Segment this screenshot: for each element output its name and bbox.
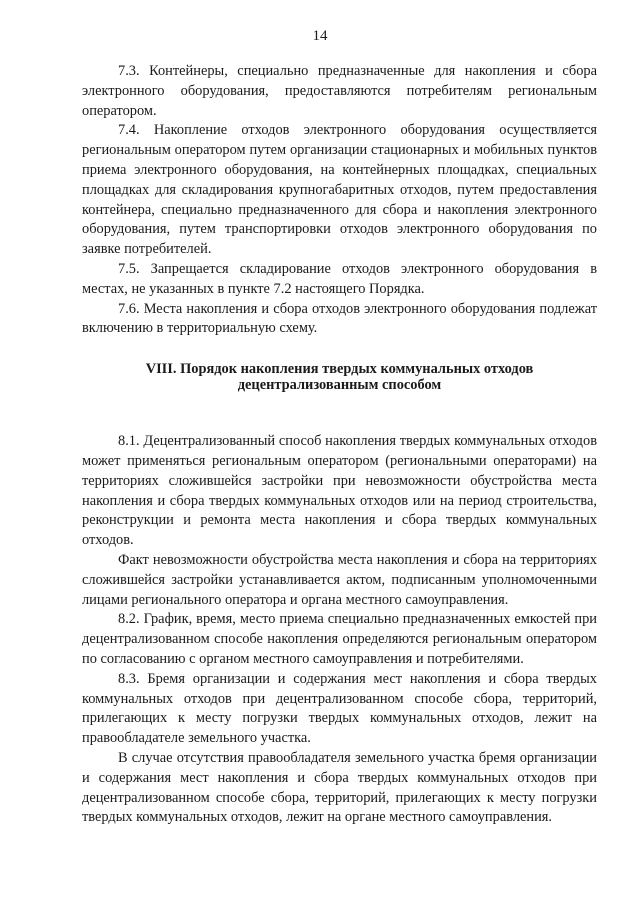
paragraph-8-2: 8.2. График, время, место приема специально предназначенных емкостей при децентрализованном способе накопления определяются региональным оператором по согласованию с органом местного самоуправления и потребителями. [82,611,597,667]
paragraph-8-1-fact: Факт невозможности обустройства места накопления и сбора на территориях сложившейся застройки устанавливается актом, подписанным уполномоченными лицами регионального оператора и органа местного самоуправления. [82,551,597,608]
paragraph-8-1: 8.1. Децентрализованный способ накопления твердых коммунальных отходов может применяться региональным оператором (региональными операторами) на территориях сложившейся застройки при невозможности обустройства места накопления и сбора твердых коммунальных отходов или на период строительства, реконструкции и ремонта места накопления и сбора твердых коммунальных отходов. [82,433,597,549]
paragraph-7-4: 7.4. Накопление отходов электронного оборудования осуществляется региональным оператором путем организации стационарных и мобильных пунктов приема электронного оборудования, на контейнерных площадках, специальных площадках для складирования крупногабаритных отходов, путем предоставления контейнера, специально предназначенного для сбора и накопления электронного оборудования, путем транспортировки отходов электронного оборудования по заявке потребителей. [82,122,597,258]
paragraph-7-6: 7.6. Места накопления и сбора отходов электронного оборудования подлежат включению в территориальную схему. [82,300,597,337]
section-heading-line-1: VIII. Порядок накопления твердых коммунальных отходов [145,361,534,378]
paragraph-8-3-absence: В случае отсутствия правообладателя земельного участка бремя организации и содержания мест накопления и сбора твердых коммунальных отходов при децентрализованном способе сбора, территорий, прилегающих к месту погрузки твердых коммунальных отходов, лежит на органе местного самоуправления. [82,749,597,826]
paragraph-7-5: 7.5. Запрещается складирование отходов электронного оборудования в местах, не указанных в пункте 7.2 настоящего Порядка. [82,260,597,297]
document-body [82,62,597,828]
page-number: 14 [312,28,328,44]
paragraph-8-3: 8.3. Бремя организации и содержания мест накопления и сбора твердых коммунальных отходов при децентрализованном способе сбора, территорий, прилегающих к месту погрузки твердых коммунальных отходов, лежит на правообладателе земельного участка. [82,670,597,747]
paragraph-7-3: 7.3. Контейнеры, специально предназначенные для накопления и сбора электронного оборудования, предоставляются потребителям региональным оператором. [82,63,597,119]
section-heading-line-2: децентрализованным способом [237,377,442,394]
section-heading [82,361,597,393]
